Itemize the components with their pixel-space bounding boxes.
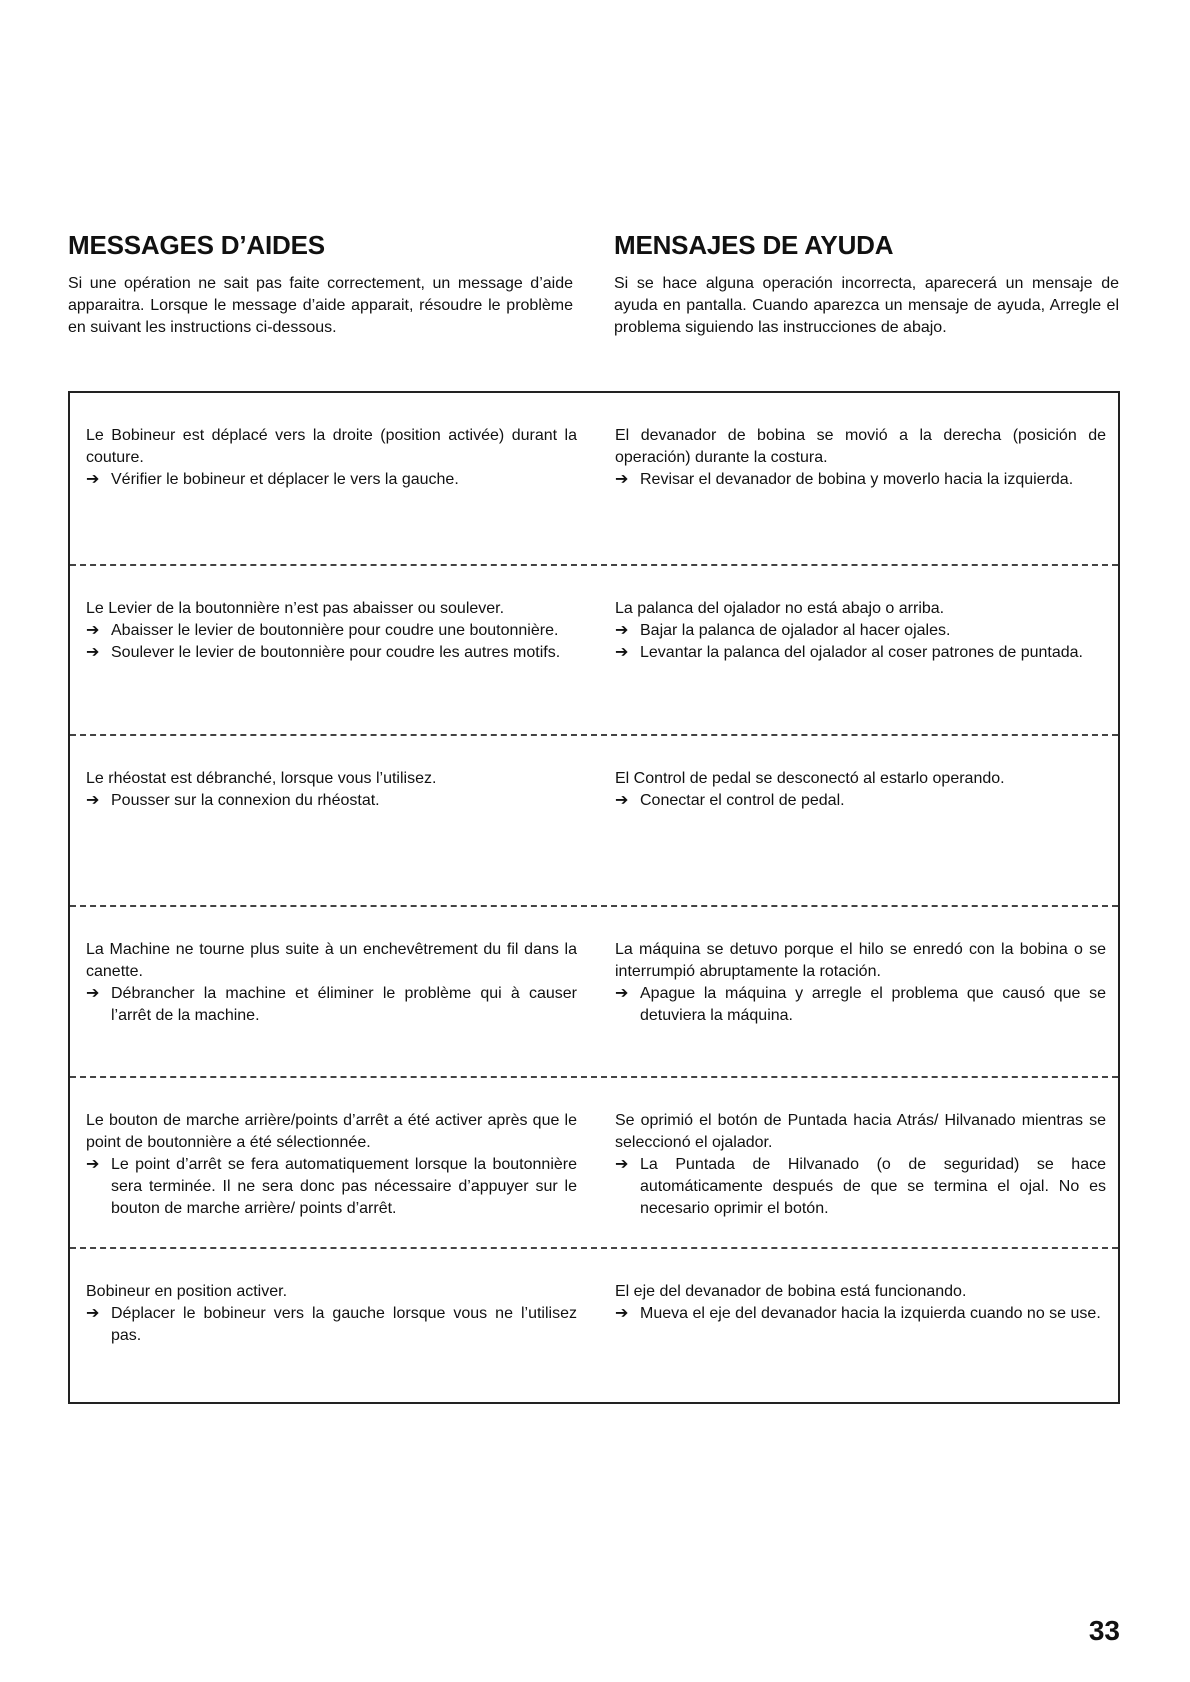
action-item [86, 642, 577, 664]
action-item [615, 790, 1106, 812]
action-text: Pousser sur la connexion du rhéostat. [111, 792, 380, 809]
arrow-right-icon: ➔ [86, 471, 100, 488]
action-text: Levantar la palanca del ojalador al coser patrones de puntada. [640, 644, 1083, 661]
help-messages-table [68, 391, 1120, 1404]
message-text: Se oprimió el botón de Puntada hacia Atrás/ Hilvanado mientras se seleccionó el ojalador. [615, 1112, 1106, 1151]
table-row [70, 736, 1118, 907]
french-title: MESSAGES D’AIDES [68, 230, 325, 260]
action-text: Bajar la palanca de ojalador al hacer ojales. [640, 622, 951, 639]
page-number: 33 [1088, 1615, 1120, 1646]
action-item [86, 790, 577, 812]
action-text: Revisar el devanador de bobina y moverlo hacia la izquierda. [640, 471, 1074, 488]
arrow-right-icon: ➔ [615, 622, 629, 639]
french-cell [86, 425, 577, 491]
action-item [615, 1303, 1106, 1325]
arrow-right-icon: ➔ [615, 792, 629, 809]
action-text: Soulever le levier de boutonnière pour coudre les autres motifs. [111, 644, 561, 661]
table-row [70, 1249, 1118, 1404]
table-row [70, 393, 1118, 566]
action-item [86, 1154, 577, 1220]
arrow-right-icon: ➔ [615, 644, 629, 661]
spanish-cell [615, 939, 1106, 1027]
action-text: Le point d’arrêt se fera automatiquement lorsque la boutonnière sera terminée. Il ne sera donc pas nécessaire d’appuyer sur le bouton de marche arrière/ points d’arrêt. [111, 1156, 577, 1217]
message-text: Le Bobineur est déplacé vers la droite (position activée) durant la couture. [86, 427, 577, 466]
message-text: La máquina se detuvo porque el hilo se enredó con la bobina o se interrumpió abruptamente la rotación. [615, 941, 1106, 980]
table-row [70, 566, 1118, 736]
arrow-right-icon: ➔ [86, 1305, 100, 1322]
action-text: Conectar el control de pedal. [640, 792, 845, 809]
spanish-cell [615, 1110, 1106, 1220]
arrow-right-icon: ➔ [86, 622, 100, 639]
french-cell [86, 1110, 577, 1220]
action-item [86, 1303, 577, 1347]
action-text: Abaisser le levier de boutonnière pour coudre une boutonnière. [111, 622, 559, 639]
action-text: Débrancher la machine et éliminer le problème qui à causer l’arrêt de la machine. [111, 985, 577, 1024]
spanish-cell [615, 425, 1106, 491]
action-text: La Puntada de Hilvanado (o de seguridad) se hace automáticamente después de que se termina el ojal. No es necesario oprimir el botón. [640, 1156, 1106, 1217]
spanish-cell [615, 768, 1106, 812]
action-item [615, 642, 1106, 664]
arrow-right-icon: ➔ [615, 1156, 629, 1173]
spanish-cell [615, 1281, 1106, 1325]
french-intro: Si une opération ne sait pas faite correctement, un message d’aide apparaitra. Lorsque le message d’aide apparait, résoudre le problème en suivant les instructions ci-dessous. [68, 275, 573, 336]
action-item [86, 983, 577, 1027]
message-text: La palanca del ojalador no está abajo o arriba. [615, 600, 945, 617]
action-item [86, 620, 577, 642]
french-cell [86, 939, 577, 1027]
french-header [68, 230, 573, 339]
action-text: Déplacer le bobineur vers la gauche lorsque vous ne l’utilisez pas. [111, 1305, 577, 1344]
arrow-right-icon: ➔ [86, 792, 100, 809]
action-item [615, 1154, 1106, 1220]
action-item [615, 469, 1106, 491]
arrow-right-icon: ➔ [86, 644, 100, 661]
spanish-title: MENSAJES DE AYUDA [614, 230, 894, 260]
spanish-cell [615, 598, 1106, 664]
message-text: El Control de pedal se desconectó al estarlo operando. [615, 770, 1005, 787]
action-text: Apague la máquina y arregle el problema que causó que se detuviera la máquina. [640, 985, 1106, 1024]
action-item [615, 983, 1106, 1027]
action-text: Vérifier le bobineur et déplacer le vers la gauche. [111, 471, 459, 488]
arrow-right-icon: ➔ [615, 471, 629, 488]
french-cell [86, 1281, 577, 1347]
action-item [615, 620, 1106, 642]
message-text: El devanador de bobina se movió a la derecha (posición de operación) durante la costura. [615, 427, 1106, 466]
arrow-right-icon: ➔ [86, 1156, 100, 1173]
table-row [70, 907, 1118, 1078]
message-text: Le rhéostat est débranché, lorsque vous l’utilisez. [86, 770, 437, 787]
spanish-header [614, 230, 1119, 339]
french-cell [86, 598, 577, 664]
table-row [70, 1078, 1118, 1249]
spanish-intro: Si se hace alguna operación incorrecta, aparecerá un mensaje de ayuda en pantalla. Cuando aparezca un mensaje de ayuda, Arregle el problema siguiendo las instrucciones de abajo. [614, 275, 1119, 336]
message-text: Le bouton de marche arrière/points d’arrêt a été activer après que le point de boutonnière a été sélectionnée. [86, 1112, 577, 1151]
message-text: Bobineur en position activer. [86, 1283, 288, 1300]
french-cell [86, 768, 577, 812]
message-text: La Machine ne tourne plus suite à un enchevêtrement du fil dans la canette. [86, 941, 577, 980]
message-text: Le Levier de la boutonnière n’est pas abaisser ou soulever. [86, 600, 505, 617]
arrow-right-icon: ➔ [86, 985, 100, 1002]
action-text: Mueva el eje del devanador hacia la izquierda cuando no se use. [640, 1305, 1101, 1322]
message-text: El eje del devanador de bobina está funcionando. [615, 1283, 967, 1300]
action-item [86, 469, 577, 491]
arrow-right-icon: ➔ [615, 985, 629, 1002]
arrow-right-icon: ➔ [615, 1305, 629, 1322]
